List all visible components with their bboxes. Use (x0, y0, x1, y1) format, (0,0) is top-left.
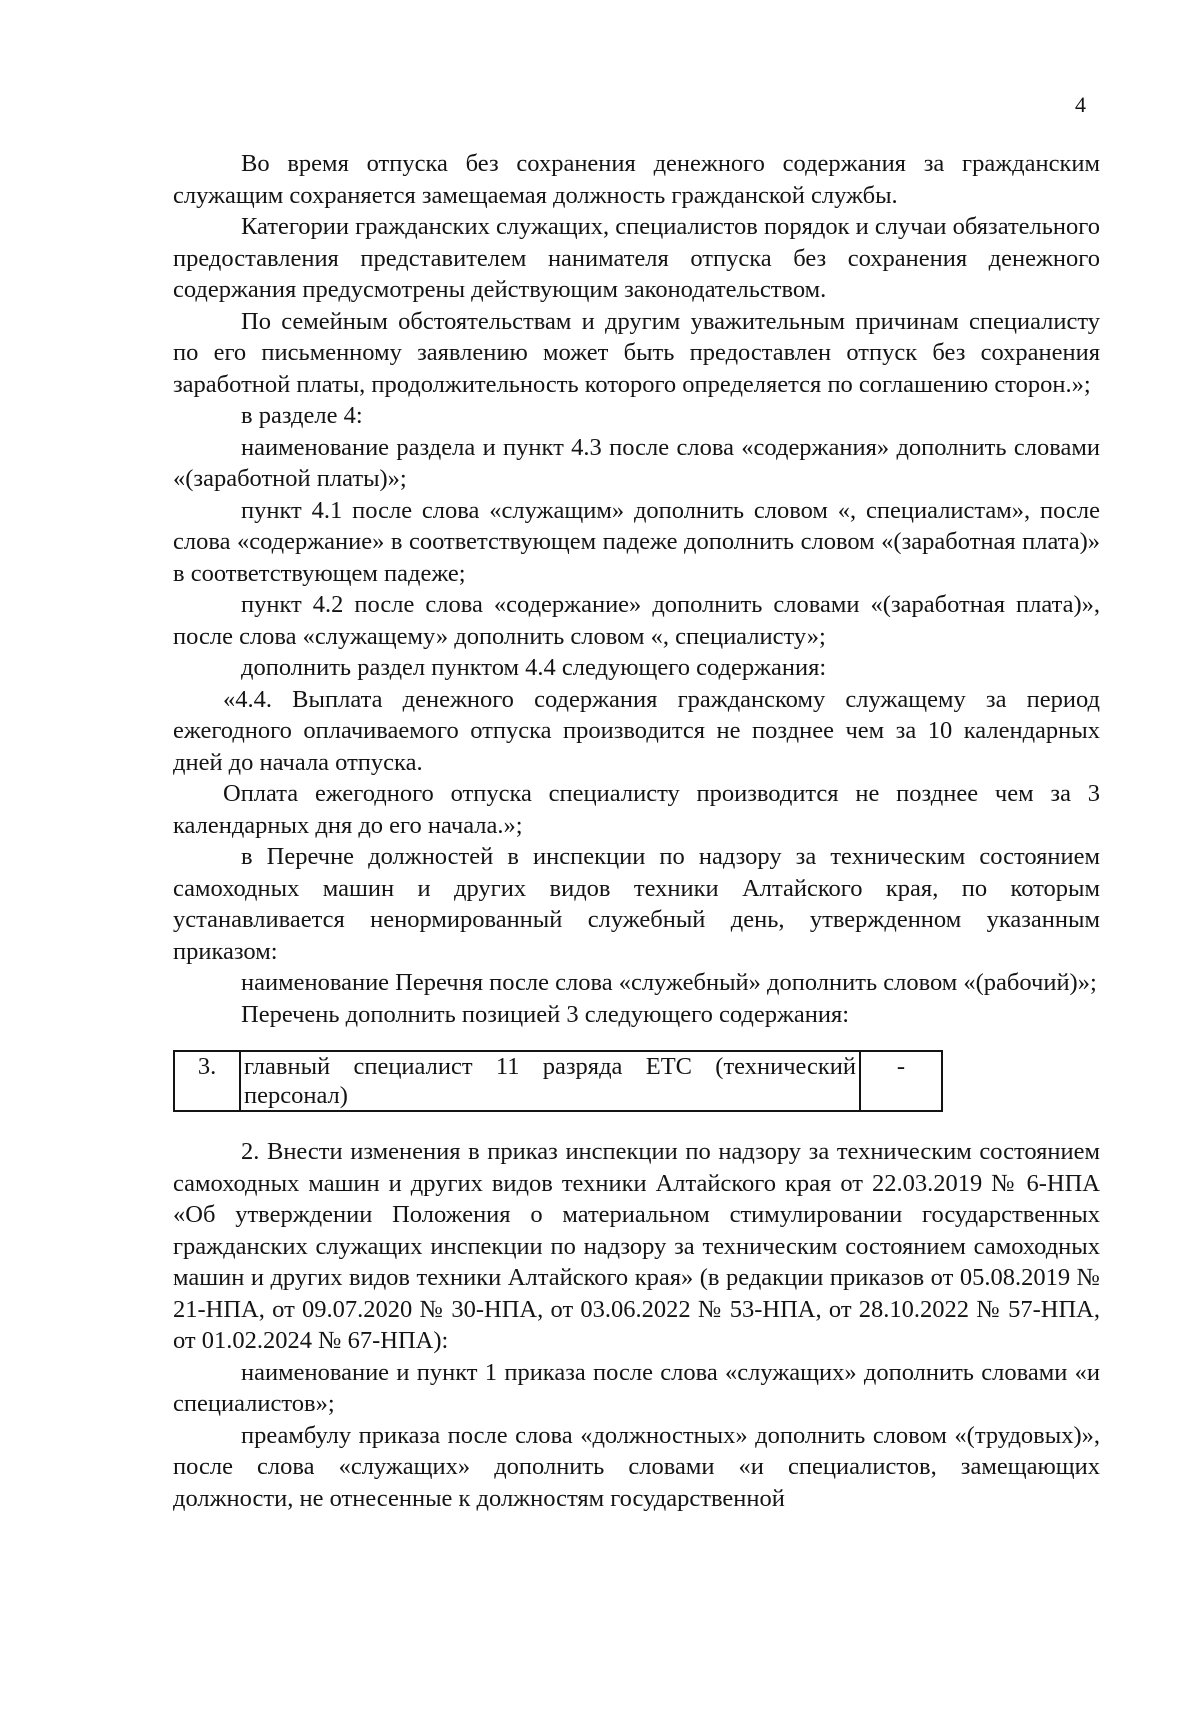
table-row (174, 1051, 942, 1111)
paragraph: «4.4. Выплата денежного содержания гражданскому служащему за период ежегодного оплачиваемого отпуска производится не позднее чем за 10 календарных дней до начала отпуска. (173, 685, 1100, 776)
paragraph: наименование и пункт 1 приказа после слова «служащих» дополнить словами «и специалистов»; (173, 1358, 1100, 1417)
paragraph: Оплата ежегодного отпуска специалисту производится не позднее чем за 3 календарных дня до его начала.»; (173, 780, 1100, 839)
position-number-cell: 3. (174, 1051, 240, 1111)
paragraph: в Перечне должностей в инспекции по надзору за техническим состоянием самоходных машин и других видов техники Алтайского края, по которым устанавливается ненормированный служебный день, утвержденном указанным приказом: (173, 843, 1100, 965)
paragraph: наименование Перечня после слова «служебный» дополнить словом «(рабочий)»; (241, 969, 1097, 996)
paragraph: пункт 4.1 после слова «служащим» дополнить словом «, специалистам», после слова «содержание» в соответствующем падеже дополнить словом «(заработная плата)» в соответствующем падеже; (173, 496, 1100, 587)
paragraph: дополнить раздел пунктом 4.4 следующего содержания: (241, 654, 827, 681)
page-number: 4 (1075, 92, 1086, 117)
positions-table (173, 1050, 943, 1112)
paragraph: наименование раздела и пункт 4.3 после слова «содержания» дополнить словами «(заработной платы)»; (173, 433, 1100, 492)
paragraph: По семейным обстоятельствам и другим уважительным причинам специалисту по его письменному заявлению может быть предоставлен отпуск без сохранения заработной платы, продолжительность которого определяется по соглашению сторон.»; (173, 307, 1100, 398)
positions-table-wrap (173, 1050, 1100, 1112)
paragraphs-after-table (173, 1136, 1100, 1514)
paragraphs-before-table (173, 148, 1100, 1030)
paragraph: пункт 4.2 после слова «содержание» дополнить словами «(заработная плата)», после слова «служащему» дополнить словом «, специалисту»; (173, 591, 1100, 650)
paragraph: Перечень дополнить позицией 3 следующего содержания: (241, 1000, 850, 1028)
paragraph: в разделе 4: (241, 402, 363, 429)
paragraph: Во время отпуска без сохранения денежного содержания за гражданским служащим сохраняется замещаемая должность гражданской службы. (173, 150, 1100, 209)
paragraph: преамбулу приказа после слова «должностных» дополнить словом «(трудовых)», после слова «служащих» дополнить словами «и специалистов, замещающих должности, не отнесенные к должностям государственной (173, 1421, 1100, 1512)
position-value-cell: - (860, 1051, 942, 1111)
document-body (173, 148, 1100, 1514)
paragraph: 2. Внести изменения в приказ инспекции по надзору за техническим состоянием самоходных машин и других видов техники Алтайского края от 22.03.2019 № 6-НПА «Об утверждении Положения о материальном стимулировании государственных гражданских служащих инспекции по надзору за техническим состоянием самоходных машин и других видов техники Алтайского края» (в редакции приказов от 05.08.2019 № 21-НПА, от 09.07.2020 № 30-НПА, от 03.06.2022 № 53-НПА, от 28.10.2022 № 57-НПА, от 01.02.2024 № 67-НПА): (173, 1138, 1100, 1354)
position-name-cell: главный специалист 11 разряда ЕТС (технический персонал) (240, 1051, 860, 1111)
paragraph: Категории гражданских служащих, специалистов порядок и случаи обязательного предоставления представителем нанимателя отпуска без сохранения денежного содержания предусмотрены действующим законодательством. (173, 213, 1100, 303)
